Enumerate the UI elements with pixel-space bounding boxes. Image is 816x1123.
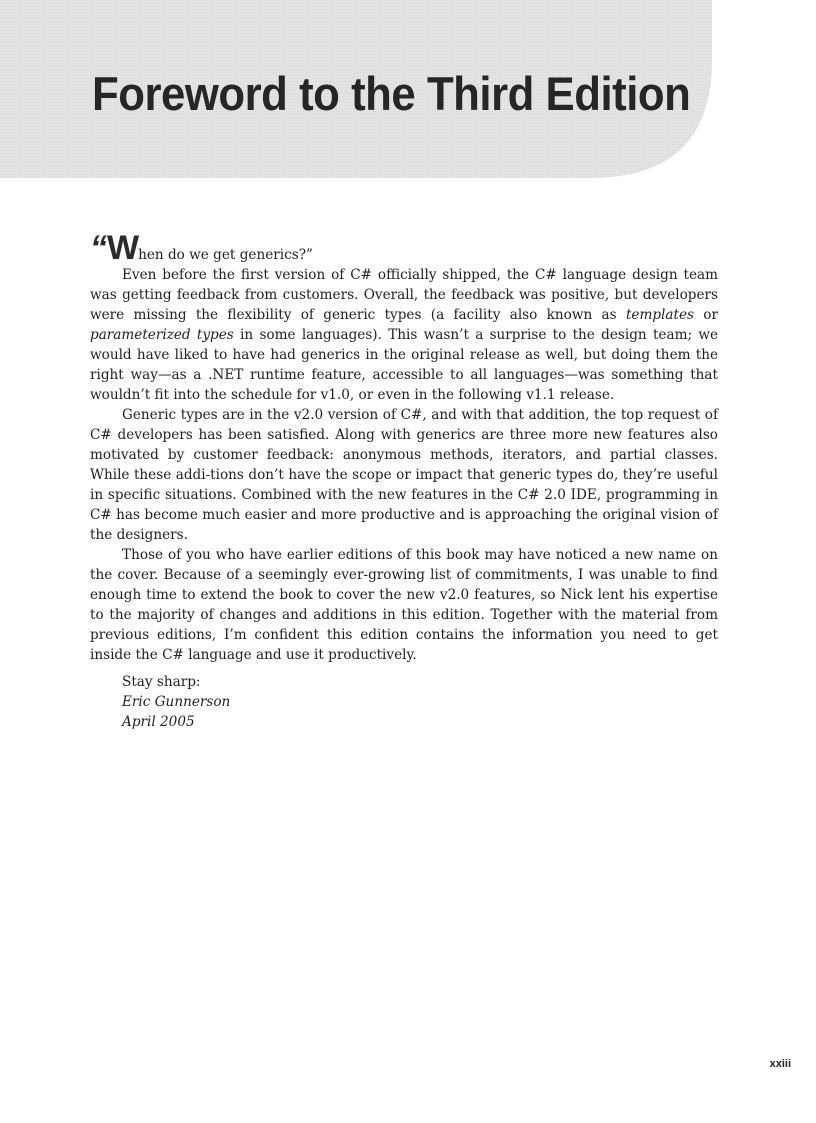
- signoff-closing: Stay sharp:: [122, 674, 201, 690]
- chapter-title: Foreword to the Third Edition: [92, 67, 691, 120]
- foreword-body: [90, 229, 719, 665]
- opening-line: “When do we get generics?”: [90, 229, 313, 267]
- signoff-date: April 2005: [122, 714, 195, 730]
- page-number: xxiii: [769, 1058, 791, 1070]
- emphasis-templates: templates: [625, 307, 694, 323]
- signoff-author: Eric Gunnerson: [122, 694, 231, 710]
- paragraph-2: Generic types are in the v2.0 version of C#, and with that addition, the top request of C# developers has been satisfied. Along with generics are three more new features also motivated by customer feedback: anonymous methods, iterators, and partial classes. While these addi-tions don’t have the scope or impact that generic types do, they’re useful in specific situations. Combined with the new features in the C# 2.0 IDE, programming in C# has become much easier and more productive and is approaching the original vision of the designers.: [90, 407, 718, 543]
- paragraph-1: Even before the first version of C# officially shipped, the C# language design team was getting feedback from customers. Overall, the feedback was positive, but developers were missing the flexibility of generic types (a facility also known as templates or parameterized types in some languages). This wasn’t a surprise to the design team; we would have liked to have had generics in the original release as well, but doing them the right way—as a .NET runtime feature, accessible to all languages—was something that wouldn’t fit into the schedule for v1.0, or even in the following v1.1 release.: [90, 267, 719, 403]
- drop-cap: “W: [90, 229, 139, 267]
- signoff: [122, 672, 230, 732]
- paragraph-3: Those of you who have earlier editions of this book may have noticed a new name on the cover. Because of a seemingly ever-growing list of commitments, I was unable to find enough time to extend the book to cover the new v2.0 features, so Nick lent his expertise to the majority of changes and additions in this edition. Together with the material from previous editions, I’m confident this edition contains the information you need to get inside the C# language and use it productively.: [90, 547, 718, 663]
- emphasis-parameterized-types: parameterized types: [90, 327, 234, 343]
